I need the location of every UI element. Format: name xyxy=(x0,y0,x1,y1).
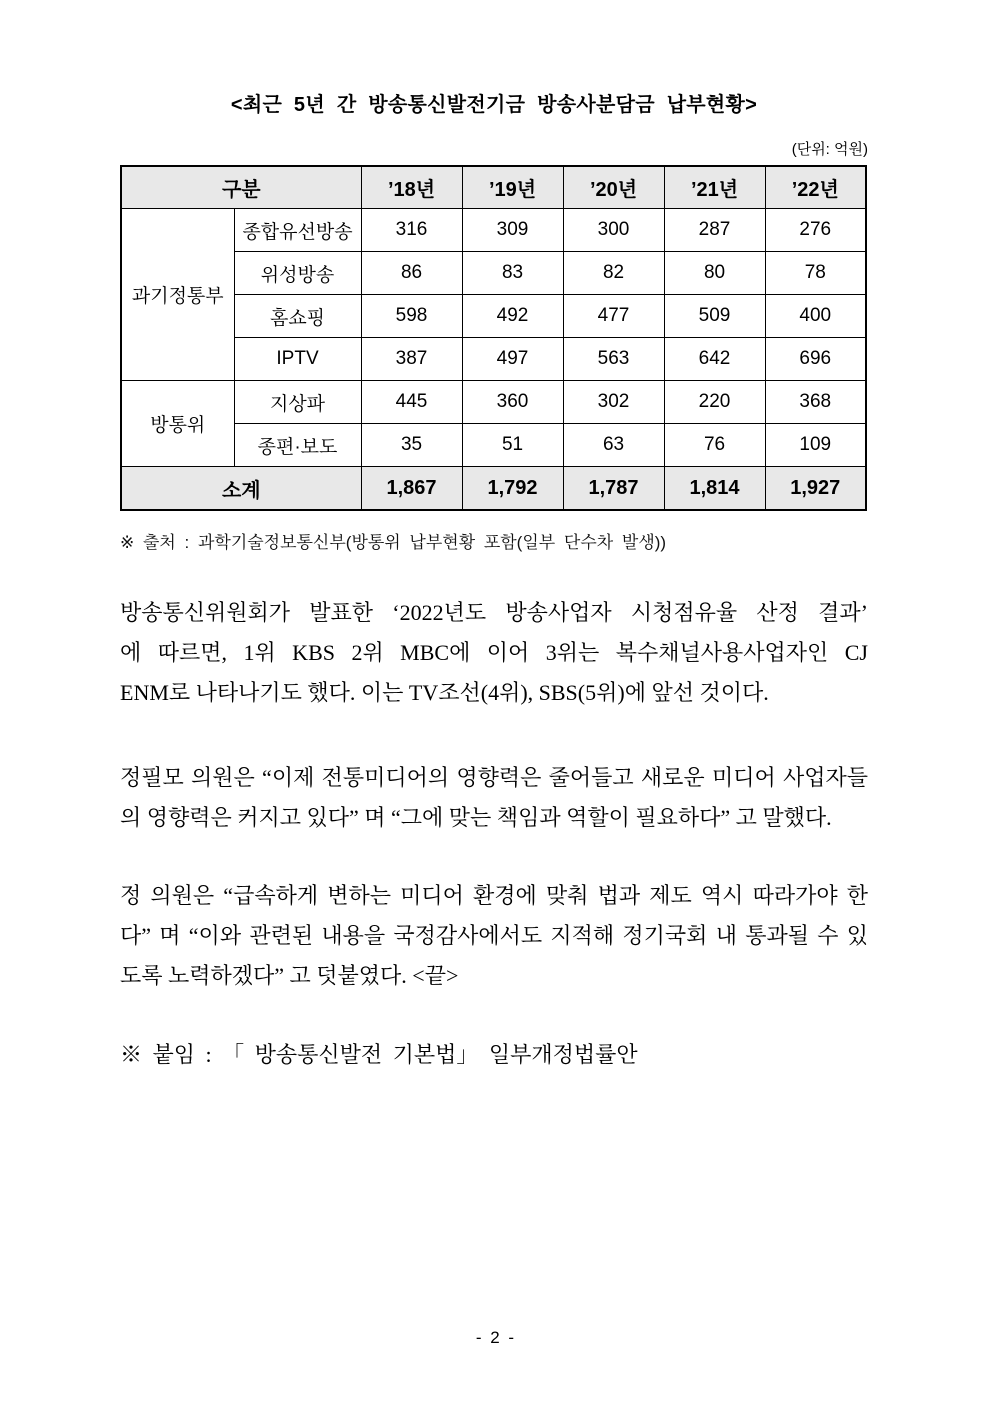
value-cell: 445 xyxy=(361,381,462,424)
subtotal-value: 1,814 xyxy=(664,467,765,511)
value-cell: 276 xyxy=(765,209,866,252)
value-cell: 86 xyxy=(361,252,462,295)
value-cell: 220 xyxy=(664,381,765,424)
value-cell: 35 xyxy=(361,424,462,467)
value-cell: 300 xyxy=(563,209,664,252)
attachment-note: ※ 붙임 : 「 방송통신발전 기본법」 일부개정법률안 xyxy=(120,1042,638,1067)
value-cell: 302 xyxy=(563,381,664,424)
value-cell: 287 xyxy=(664,209,765,252)
value-cell: 63 xyxy=(563,424,664,467)
value-cell: 368 xyxy=(765,381,866,424)
value-cell: 316 xyxy=(361,209,462,252)
paragraph-line: 정 의원은 “급속하게 변하는 미디어 환경에 맞춰 법과 제도 역시 따라가야 한 xyxy=(120,883,868,908)
body-paragraph-2 xyxy=(120,758,868,838)
header-cell-year-19: ’19년 xyxy=(462,166,563,209)
value-cell: 696 xyxy=(765,338,866,381)
value-cell: 76 xyxy=(664,424,765,467)
paragraph-line: 의 영향력은 커지고 있다” 며 “그에 맞는 책임과 역할이 필요하다” 고 말했다. xyxy=(120,805,832,830)
category-cell: IPTV xyxy=(234,338,361,381)
value-cell: 83 xyxy=(462,252,563,295)
value-cell: 78 xyxy=(765,252,866,295)
header-cell-year-21: ’21년 xyxy=(664,166,765,209)
category-cell: 홈쇼핑 xyxy=(234,295,361,338)
value-cell: 563 xyxy=(563,338,664,381)
header-cell-year-20: ’20년 xyxy=(563,166,664,209)
category-cell: 위성방송 xyxy=(234,252,361,295)
header-cell-year-18: ’18년 xyxy=(361,166,462,209)
value-cell: 309 xyxy=(462,209,563,252)
body-paragraph-1 xyxy=(120,593,868,713)
paragraph-line: 도록 노력하겠다” 고 덧붙였다. <끝> xyxy=(120,963,459,988)
paragraph-line: 다” 며 “이와 관련된 내용을 국정감사에서도 지적해 정기국회 내 통과될 수 있 xyxy=(120,923,868,948)
agency-cell-msit: 과기정통부 xyxy=(121,209,234,381)
table-row xyxy=(121,209,866,252)
value-cell: 387 xyxy=(361,338,462,381)
subtotal-value: 1,792 xyxy=(462,467,563,511)
category-cell: 종편·보도 xyxy=(234,424,361,467)
body-paragraph-3 xyxy=(120,876,868,996)
payment-status-table xyxy=(120,165,867,511)
unit-label: (단위: 억원) xyxy=(791,141,868,158)
agency-cell-kcc: 방통위 xyxy=(121,381,234,467)
value-cell: 51 xyxy=(462,424,563,467)
value-cell: 477 xyxy=(563,295,664,338)
document-content xyxy=(120,0,868,1069)
value-cell: 509 xyxy=(664,295,765,338)
table-row xyxy=(121,381,866,424)
value-cell: 497 xyxy=(462,338,563,381)
value-cell: 598 xyxy=(361,295,462,338)
subtotal-value: 1,787 xyxy=(563,467,664,511)
value-cell: 82 xyxy=(563,252,664,295)
table-header-row xyxy=(121,166,866,209)
value-cell: 360 xyxy=(462,381,563,424)
value-cell: 492 xyxy=(462,295,563,338)
value-cell: 642 xyxy=(664,338,765,381)
subtotal-label: 소계 xyxy=(121,467,361,511)
value-cell: 80 xyxy=(664,252,765,295)
page-number: - 2 - xyxy=(475,1328,517,1347)
subtotal-value: 1,927 xyxy=(765,467,866,511)
value-cell: 400 xyxy=(765,295,866,338)
source-note: ※ 출처 : 과학기술정보통신부(방통위 납부현황 포함(일부 단수차 발생)) xyxy=(120,533,667,552)
paragraph-line: 방송통신위원회가 발표한 ‘2022년도 방송사업자 시청점유율 산정 결과’ xyxy=(120,600,868,625)
table-title: <최근 5년 간 방송통신발전기금 방송사분담금 납부현황> xyxy=(230,94,758,116)
header-cell-year-22: ’22년 xyxy=(765,166,866,209)
subtotal-row xyxy=(121,467,866,511)
subtotal-value: 1,867 xyxy=(361,467,462,511)
category-cell: 종합유선방송 xyxy=(234,209,361,252)
header-cell-gubun: 구분 xyxy=(121,166,361,209)
paragraph-line: ENM로 나타나기도 했다. 이는 TV조선(4위), SBS(5위)에 앞선 것이다. xyxy=(120,680,769,705)
paragraph-line: 정필모 의원은 “이제 전통미디어의 영향력은 줄어들고 새로운 미디어 사업자들 xyxy=(120,765,868,790)
category-cell: 지상파 xyxy=(234,381,361,424)
value-cell: 109 xyxy=(765,424,866,467)
paragraph-line: 에 따르면, 1위 KBS 2위 MBC에 이어 3위는 복수채널사용사업자인 CJ xyxy=(120,640,868,665)
